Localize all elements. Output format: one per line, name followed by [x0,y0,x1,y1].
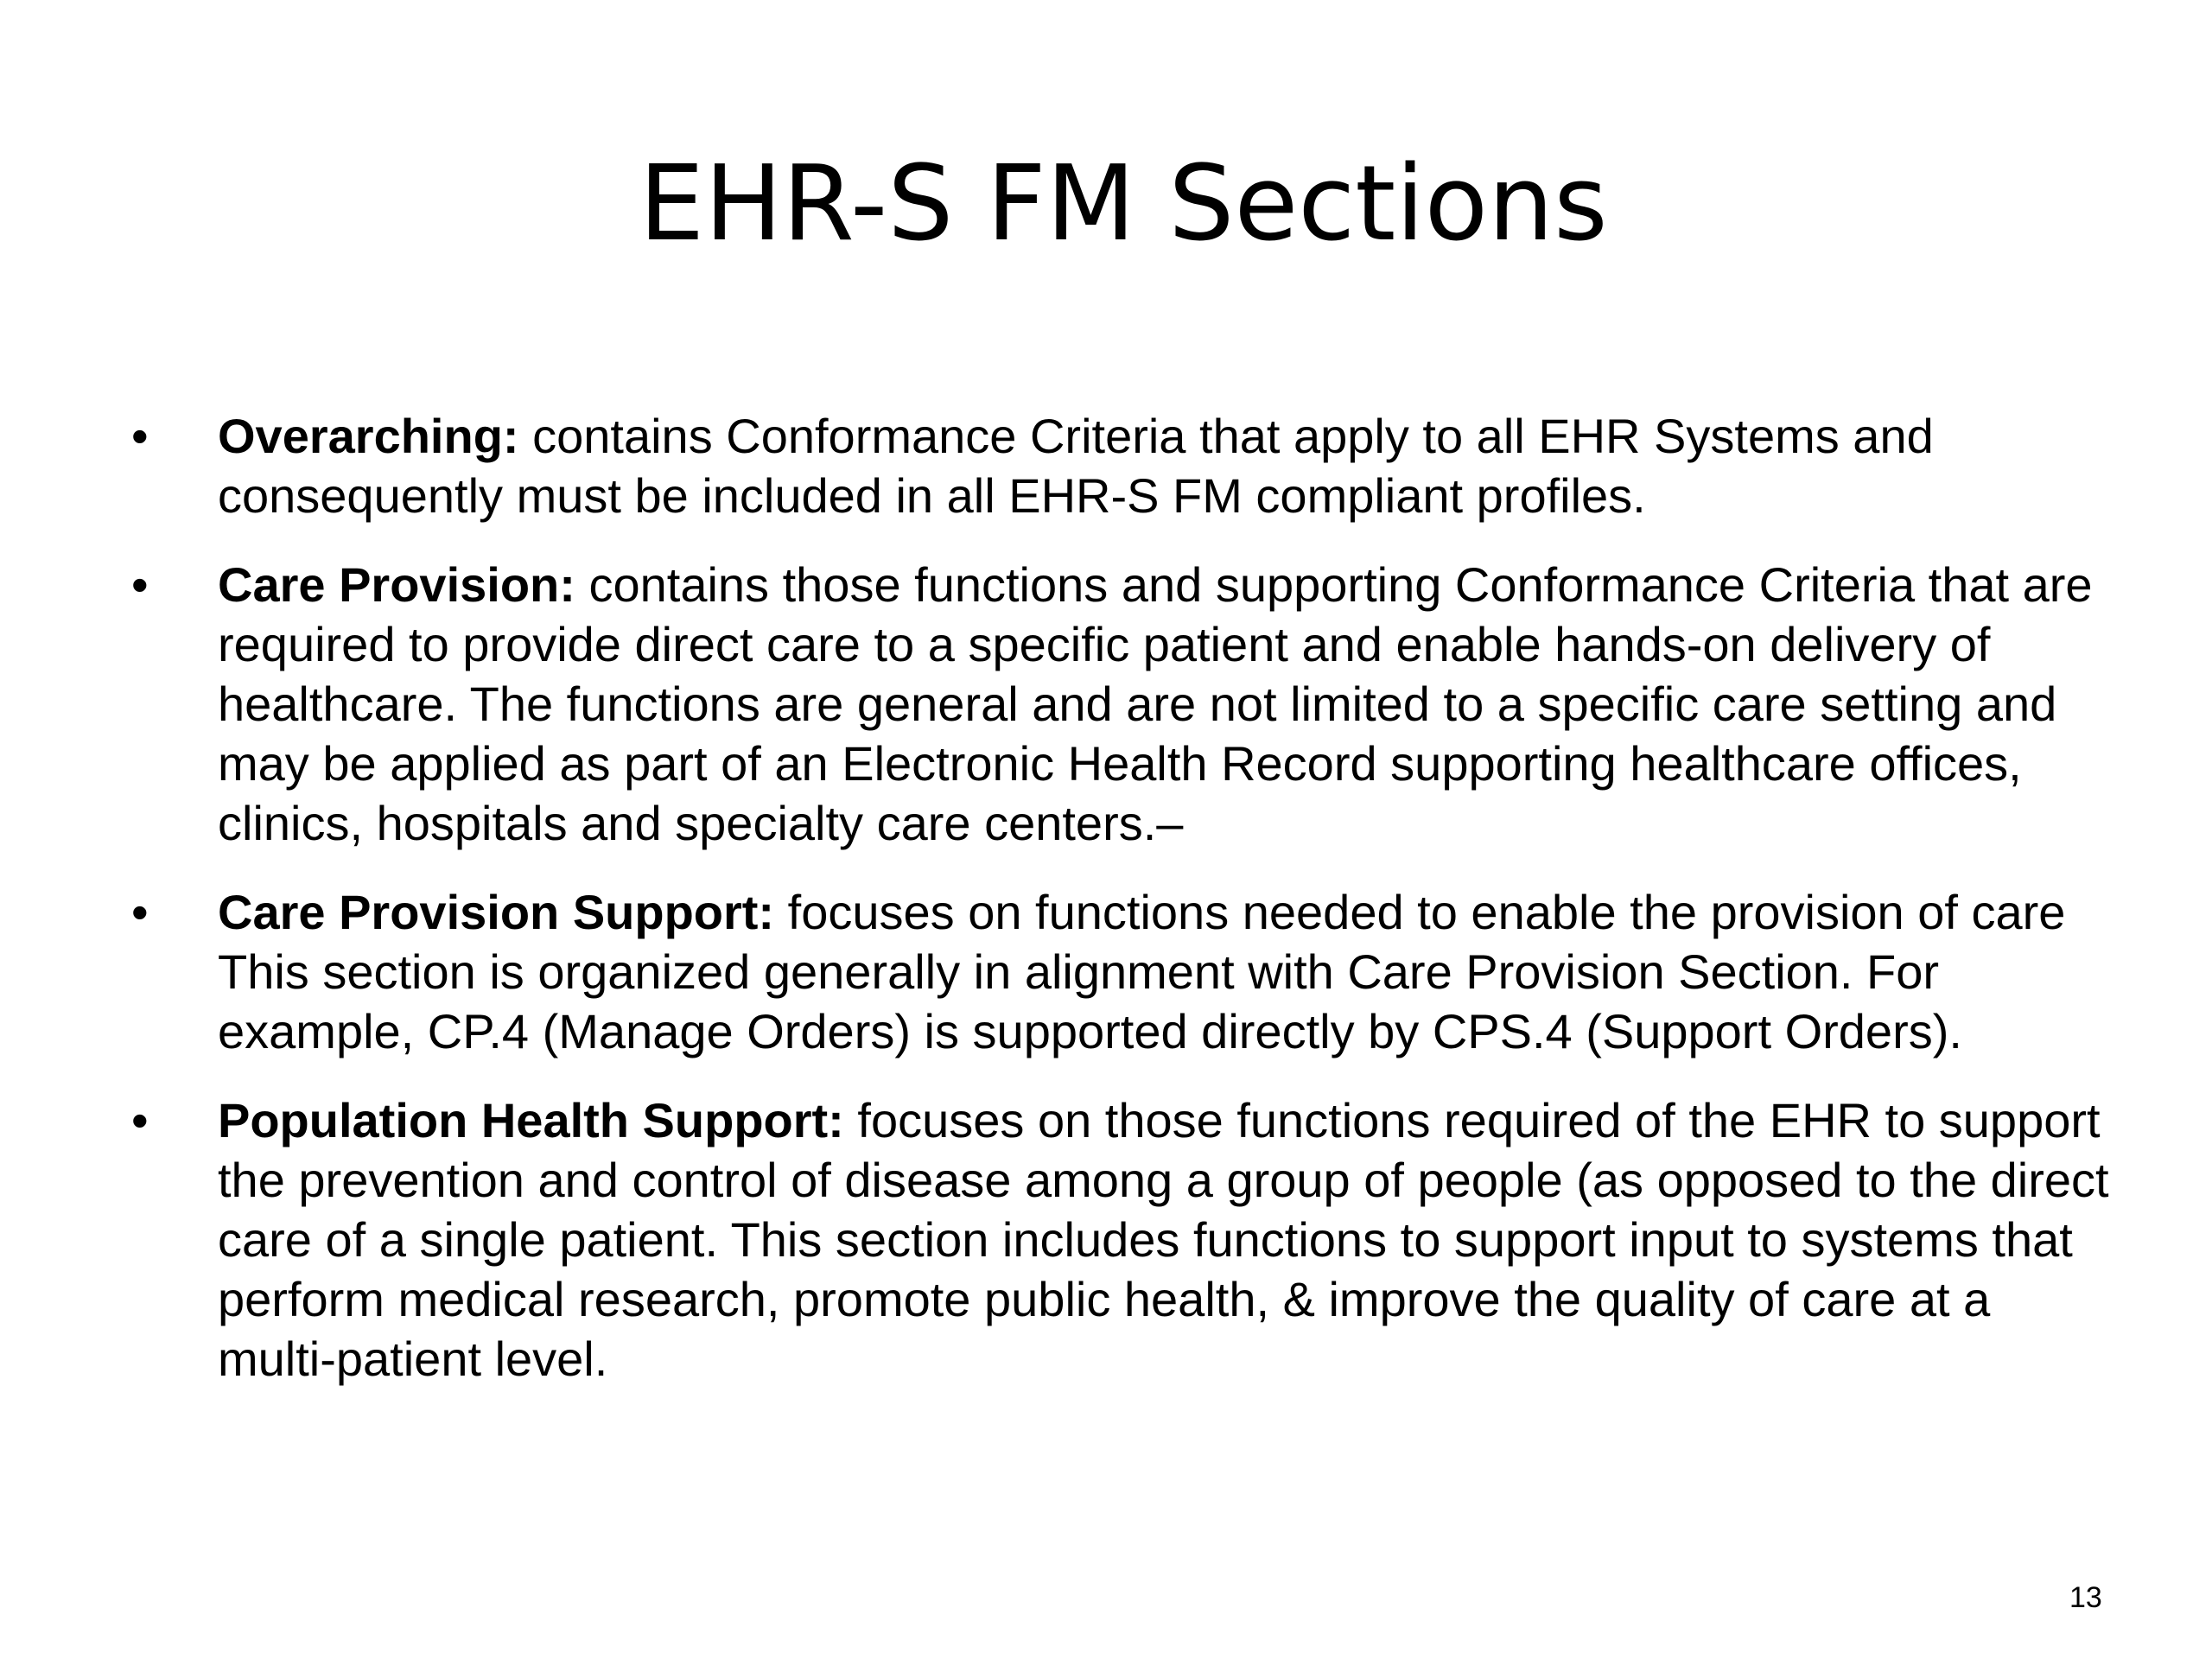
slide-title: EHR-S FM Sections [639,144,1608,264]
bullet-item-care-provision-support [0,882,2119,1061]
bullet-text: contains those functions and supporting Conformance Criteria that are required to provide direct care to a specific patient and enable hands-on delivery of healthcare. The functions are general and are not limited to a specific care setting and may be applied as part of an Electronic Health Record supporting healthcare offices, clinics, hospitals and specialty care centers.– [218,557,2093,850]
bullet-text: focuses on functions needed to enable the provision of care This section is organized generally in alignment with Care Provision Section. For example, CP.4 (Manage Orders) is supported directly by CPS.4 (Support Orders). [218,885,2066,1058]
page-number: 13 [2069,1581,2102,1614]
bullet-icon: • [131,409,149,463]
bullet-text: contains Conformance Criteria that apply to all EHR Systems and consequently must be included in all EHR-S FM compliant profiles. [218,409,1934,523]
bullet-term: Overarching: [218,409,519,463]
bullet-term: Care Provision Support: [218,885,775,939]
bullet-term: Population Health Support: [218,1093,844,1147]
bullet-text: focuses on those functions required of the EHR to support the prevention and control of disease among a group of people (as opposed to the direct care of a single patient. This section includes functions to support input to systems that perform medical research, promote public health, & improve the quality of care at a multi-patient level. [218,1093,2109,1386]
bullet-item-overarching [0,406,2119,525]
bullet-term: Care Provision: [218,557,575,612]
bullet-icon: • [131,885,149,939]
bullet-list [0,406,2212,1418]
bullet-item-care-provision [0,555,2119,853]
bullet-item-population-health-support [0,1090,2119,1389]
bullet-icon: • [131,1093,149,1147]
bullet-icon: • [131,557,149,612]
